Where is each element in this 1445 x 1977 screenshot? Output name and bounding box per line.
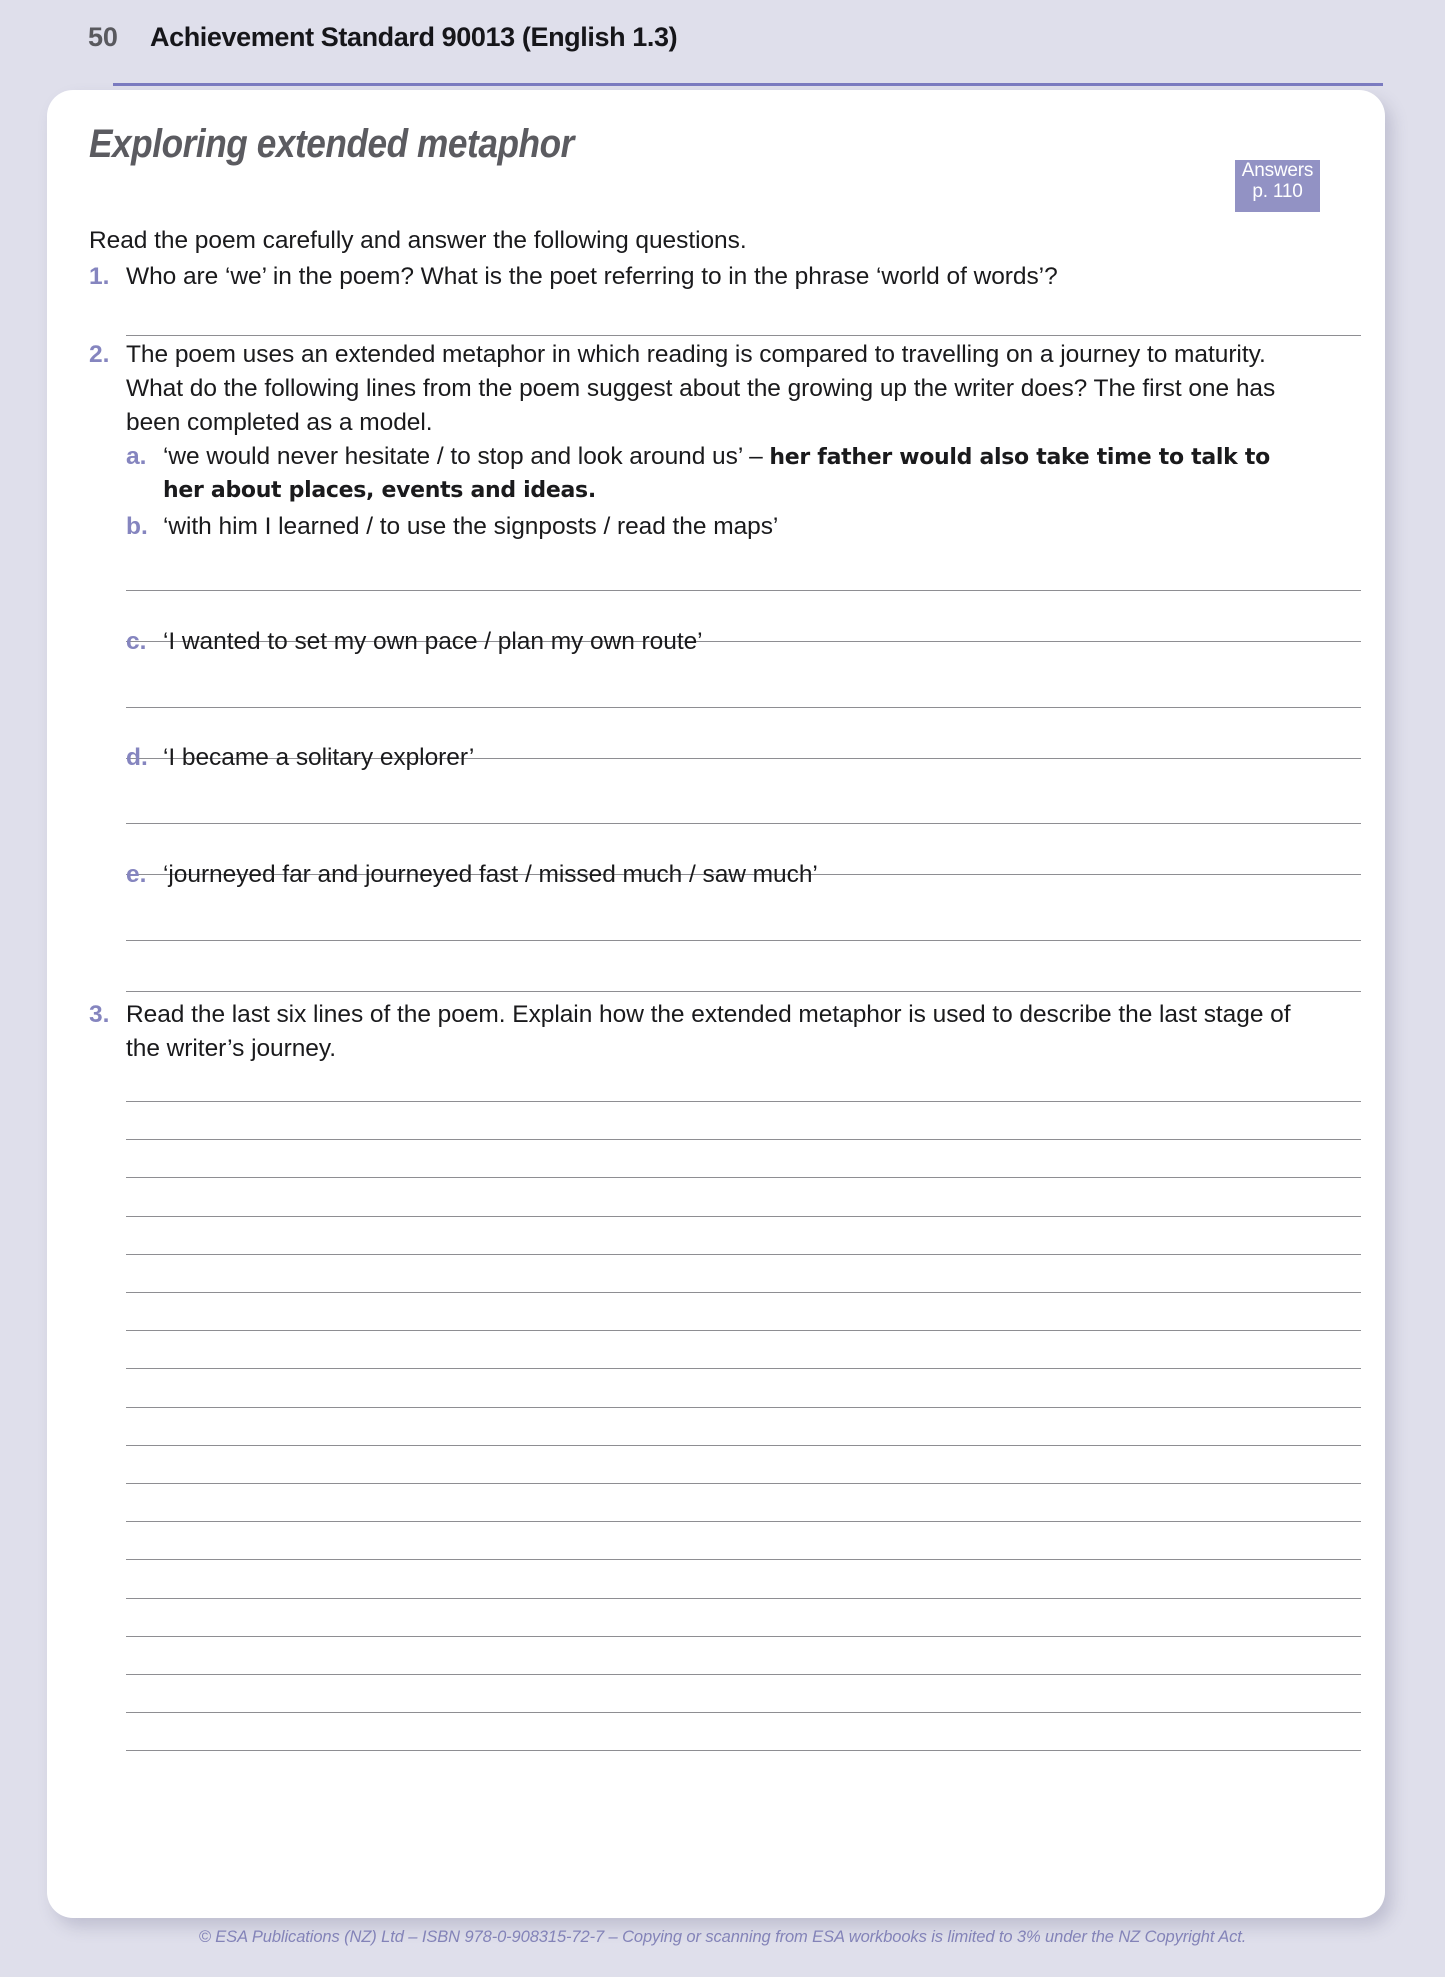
answer-line[interactable] <box>126 1368 1361 1369</box>
question-3-text-line2: the writer’s journey. <box>126 1035 337 1062</box>
answer-line[interactable] <box>126 1101 1361 1102</box>
answer-line[interactable] <box>126 991 1361 992</box>
question-2a-letter: a. <box>126 443 147 470</box>
worksheet-card <box>47 90 1385 1918</box>
answer-line[interactable] <box>126 1521 1361 1522</box>
question-1-number: 1. <box>89 263 110 290</box>
answer-line[interactable] <box>126 1559 1361 1560</box>
answers-badge-label: Answers <box>1241 160 1314 181</box>
answer-line[interactable] <box>126 1216 1361 1217</box>
question-2c-letter: c. <box>126 628 147 655</box>
answer-line[interactable] <box>126 1636 1361 1637</box>
question-2b-letter: b. <box>126 513 148 540</box>
question-2e-letter: e. <box>126 861 147 888</box>
answer-line[interactable] <box>126 1407 1361 1408</box>
answer-line[interactable] <box>126 940 1361 941</box>
answer-line[interactable] <box>126 335 1361 336</box>
answer-line[interactable] <box>126 1330 1361 1331</box>
question-2a-text <box>163 440 1363 475</box>
answers-badge-page: p. 110 <box>1252 180 1303 202</box>
running-head-title: Achievement Standard 90013 (English 1.3) <box>150 22 678 52</box>
question-2-text-line2: What do the following lines from the poem suggest about the growing up the writer does? The first one has <box>126 375 1276 402</box>
question-2a-model-answer-line1: her father would also take time to talk to <box>769 445 1270 470</box>
answers-reference-badge <box>1235 160 1320 212</box>
answer-line[interactable] <box>126 1254 1361 1255</box>
answer-line[interactable] <box>126 1292 1361 1293</box>
question-2c-text: ‘I wanted to set my own pace / plan my own route’ <box>163 628 703 655</box>
answer-line[interactable] <box>126 707 1361 708</box>
question-2-text-line3: been completed as a model. <box>126 409 433 436</box>
question-2-number: 2. <box>89 341 110 368</box>
answer-line[interactable] <box>126 1712 1361 1713</box>
answer-line[interactable] <box>126 1139 1361 1140</box>
header-divider <box>113 83 1383 86</box>
question-3-text-line1: Read the last six lines of the poem. Explain how the extended metaphor is used to describe the last stage of <box>126 1001 1291 1028</box>
answer-line[interactable] <box>126 823 1361 824</box>
page-number: 50 <box>88 22 118 52</box>
copyright-footer: © ESA Publications (NZ) Ltd – ISBN 978-0-908315-72-7 – Copying or scanning from ESA workbooks is limited to 3% under the NZ Copyright Act. <box>198 1928 1247 1946</box>
answer-line[interactable] <box>126 1674 1361 1675</box>
answer-line[interactable] <box>126 1445 1361 1446</box>
page-title: Exploring extended metaphor <box>89 122 574 166</box>
question-2b-text: ‘with him I learned / to use the signposts / read the maps’ <box>163 513 779 540</box>
question-2a-model-answer-line2: her about places, events and ideas. <box>163 478 596 503</box>
answer-line[interactable] <box>126 1598 1361 1599</box>
answer-line[interactable] <box>126 1483 1361 1484</box>
instructions-text: Read the poem carefully and answer the following questions. <box>89 227 747 254</box>
question-2d-text: ‘I became a solitary explorer’ <box>163 744 475 771</box>
question-2-text-line1: The poem uses an extended metaphor in which reading is compared to travelling on a journey to maturity. <box>126 341 1266 368</box>
question-2d-letter: d. <box>126 744 148 771</box>
question-2a-quote: ‘we would never hesitate / to stop and look around us’ – <box>163 443 770 470</box>
running-head <box>0 0 1445 72</box>
answer-line[interactable] <box>126 1750 1361 1751</box>
question-3-number: 3. <box>89 1001 110 1028</box>
question-1-text: Who are ‘we’ in the poem? What is the poet referring to in the phrase ‘world of words’? <box>126 263 1058 290</box>
answer-line[interactable] <box>126 1177 1361 1178</box>
answer-line[interactable] <box>126 590 1361 591</box>
question-2e-text: ‘journeyed far and journeyed fast / missed much / saw much’ <box>163 861 818 888</box>
